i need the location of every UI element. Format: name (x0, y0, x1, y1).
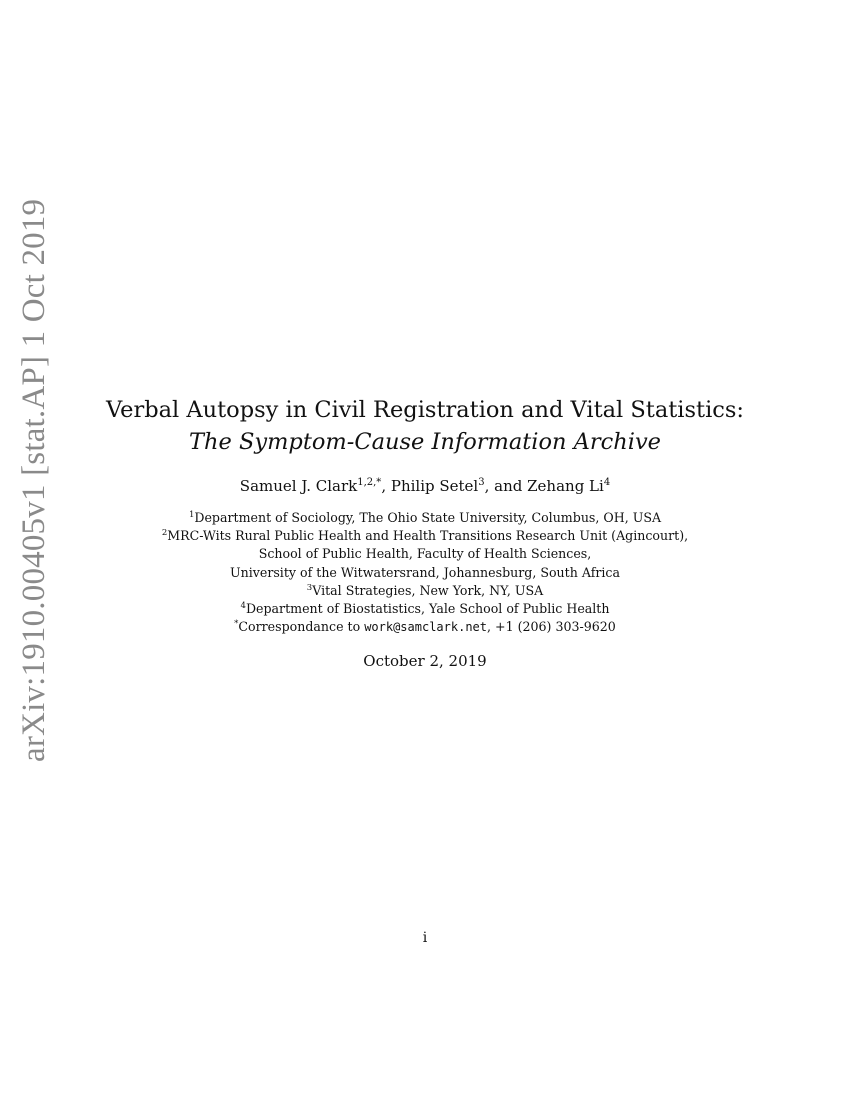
author-affil-mark: 3 (478, 477, 485, 488)
affil-text: MRC-Wits Rural Public Health and Health Transitions Research Unit (Agincourt), (167, 528, 689, 544)
correspondence-email[interactable]: work@samclark.net (364, 620, 488, 635)
arxiv-stamp: arXiv:1910.00405v1 [stat.AP] 1 Oct 2019 (16, 198, 52, 762)
affiliation-line (0, 527, 850, 545)
page-number: i (422, 930, 428, 946)
affil-text: Department of Biostatistics, Yale School of Public Health (245, 601, 610, 617)
affil-mark: 1 (188, 510, 195, 520)
affil-text: Department of Sociology, The Ohio State University, Columbus, OH, USA (194, 510, 662, 525)
affiliation-line (0, 545, 850, 563)
affil-mark: 3 (306, 582, 313, 593)
author-list (0, 476, 850, 496)
affiliation-line (0, 600, 850, 618)
author-separator: , and (484, 477, 528, 495)
title-line-2: The Symptom-Cause Information Archive (189, 429, 661, 455)
correspondence-prefix: Correspondance to (238, 619, 365, 635)
correspondence-phone: , +1 (206) 303-9620 (487, 619, 616, 635)
affil-text: Vital Strategies, New York, NY, USA (312, 582, 544, 598)
author-name: Philip Setel (390, 477, 479, 495)
affiliation-list (0, 509, 850, 636)
affiliation-line (0, 582, 850, 600)
affiliation-line (0, 564, 850, 582)
author-name: Zehang Li (527, 477, 604, 495)
affil-mark: 2 (161, 528, 168, 539)
affil-mark: 4 (240, 601, 246, 612)
affil-text: School of Public Health, Faculty of Health Sciences, (258, 546, 592, 562)
author-separator: , (381, 477, 391, 495)
author-affil-mark: 1,2,* (357, 477, 382, 488)
title-line-1: Verbal Autopsy in Civil Registration and Vital Statistics: (105, 397, 745, 423)
author-name: Samuel J. Clark (239, 477, 358, 495)
affiliation-line (0, 509, 850, 527)
correspondence-mark: * (234, 619, 239, 630)
correspondence-line (0, 618, 850, 636)
paper-title (0, 394, 850, 458)
publication-date: October 2, 2019 (363, 652, 487, 670)
affil-text: University of the Witwatersrand, Johannesburg, South Africa (230, 564, 620, 580)
author-affil-mark: 4 (603, 477, 611, 488)
